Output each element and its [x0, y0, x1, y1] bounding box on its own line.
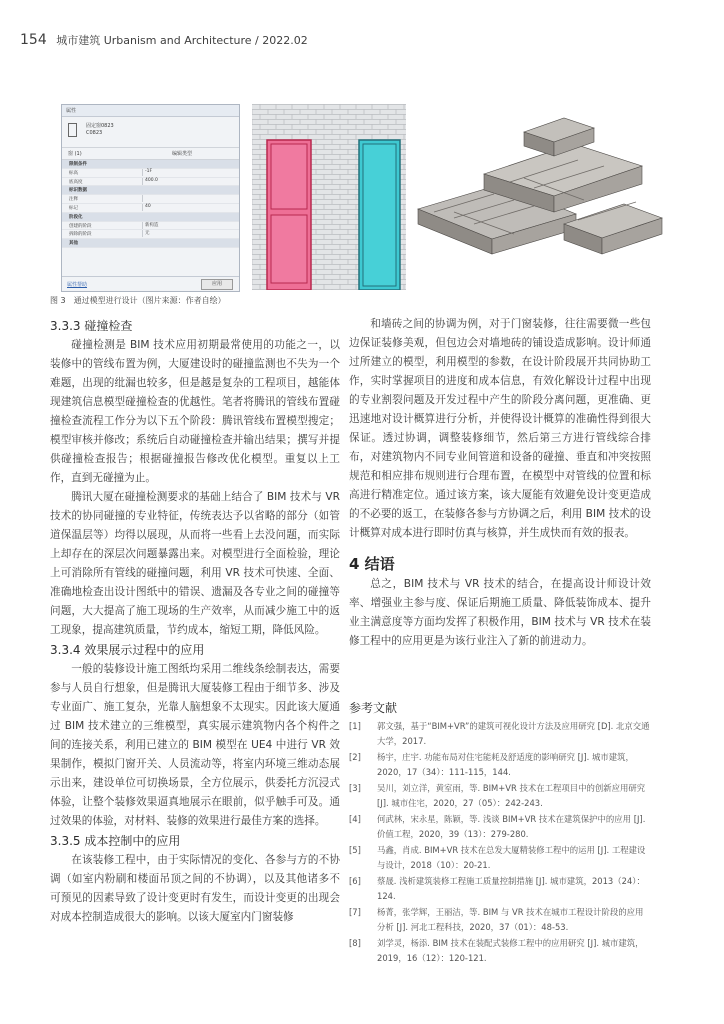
property-key: 标记: [69, 205, 78, 211]
references-list: [349, 719, 651, 965]
window-type-code: C0823: [86, 130, 103, 136]
paragraph: 腾讯大厦在碰撞检测要求的基础上结合了 BIM 技术与 VR 技术的协同碰撞的专业特征，传统表达予以省略的部分（如管道保温层等）均得以展现，从而将一些看上去没问题，而实际上却存在的深层次问题暴露出来。对模型进行全面检验，理论上可消除所有管线的碰撞问题，利用 VR 技术可快速、全面、准确地检查出设计图纸中的错误、遗漏及各专业之间的碰撞等问题，大大提高了施工现场的生产效率，从而减少施工中的返工现象，提高建筑质量，节约成本，缩短工期，降低风险。: [50, 491, 340, 636]
properties-row: [62, 195, 239, 204]
properties-instance-row: [62, 148, 239, 160]
property-key: 阶段化: [69, 214, 83, 220]
property-key: 底高度: [69, 179, 83, 185]
properties-group-header: [62, 213, 239, 222]
reference-number: [4]: [349, 814, 361, 824]
section-3-3-4-title: 3.3.4 效果展示过程中的应用: [50, 643, 205, 657]
figure-window-elevation: [252, 104, 406, 290]
reference-text: 刘学灵，杨添. BIM 技术在装配式装修工程中的应用研究 [J]. 城市建筑，2019，16（12）：120-121.: [377, 938, 644, 963]
property-value: 40: [142, 204, 227, 211]
window-type-name: 固定窗0823: [86, 123, 114, 129]
property-value: [142, 195, 227, 202]
reference-item: [349, 750, 651, 779]
reference-number: [3]: [349, 783, 361, 793]
instance-count-label: 窗 (1): [68, 151, 82, 157]
cyan-window: [359, 140, 400, 290]
property-key: 创建的阶段: [69, 223, 92, 229]
properties-rows: [62, 160, 239, 248]
reference-text: 杨菁，张学辉，王丽洁，等. BIM 与 VR 技术在城市工程设计阶段的应用分析 [J]. 河北工程科技，2020，37（01）：48-53.: [377, 907, 644, 932]
figure-properties-panel: [61, 104, 240, 292]
property-value: 新构造: [142, 222, 227, 229]
properties-row: [62, 178, 239, 187]
paragraph: 总之，BIM 技术与 VR 技术的结合，在提高设计师设计效率、增强业主参与度、保证后期施工质量、降低装饰成本、提升业主满意度等方面均发挥了积极作用，BIM 技术与 VR 技术在装修工程中的应用更是为该行业注入了新的前进动力。: [349, 578, 651, 647]
reference-number: [7]: [349, 907, 361, 917]
property-key: 限制条件: [69, 162, 87, 167]
property-key: 其他: [69, 241, 78, 247]
properties-footer: [62, 276, 239, 291]
window-type-icon: [68, 123, 77, 137]
reference-item: [349, 936, 651, 965]
reference-item: [349, 874, 651, 903]
section-3-3-5-title: 3.3.5 成本控制中的应用: [50, 834, 181, 848]
paragraph: 和墙砖之间的协调为例，对于门窗装修，往往需要微一些包边保证装修美观，但包边会对墙地砖的铺设造成影响。设计师通过所建立的模型，利用模型的参数，在设计阶段展开共同协助工作，实时掌握项目的进度和成本信息，有效化解设计过程中出现的专业割裂问题及开发过程中产生的阶段分离问题，更准确、更迅速地对设计概算进行分析，并使得设计概算的准确性得到很大保证。透过协调，调整装修细节，然后第三方进行管线综合排布，对建筑物内不同专业间管道和设备的碰撞、垂直和冲突按照规范和相应排布规则进行合理布置，在模型中对管线的位置和标高进行精准定位。通过该方案，该大厦能有效避免设计变更造成的不必要的返工，在装修各参与方协调之后，利用 BIM 技术的设计概算对成本进行即时仿真与核算，并生成快而有效的报表。: [349, 318, 651, 539]
section-4-title: 4 结语: [349, 555, 395, 573]
reference-number: [5]: [349, 845, 361, 855]
reference-item: [349, 905, 651, 934]
reference-item: [349, 843, 651, 872]
reference-text: 马鑫，肖成. BIM+VR 技术在总发大厦精装修工程中的运用 [J]. 工程建设与设计，2018（10）：20-21.: [377, 845, 646, 870]
reference-text: 杨宇，庄宇. 功能布局对住宅能耗及舒适度的影响研究 [J]. 城市建筑，2020，17（34）：111-115，144.: [377, 752, 634, 777]
reference-text: 何武林，宋永星，陈颖，等. 浅谈 BIM+VR 技术在建筑保护中的应用 [J]. 价值工程，2020，39（13）：279-280.: [377, 814, 646, 839]
properties-type-selector: [62, 117, 239, 148]
building-model: [418, 118, 662, 254]
reference-item: [349, 719, 651, 748]
properties-row: [62, 169, 239, 178]
property-key: 注释: [69, 197, 78, 203]
property-value: 400.0: [142, 178, 227, 185]
pink-window: [267, 140, 311, 290]
reference-number: [1]: [349, 721, 361, 731]
edit-type-label: 编辑类型: [172, 151, 193, 157]
reference-number: [8]: [349, 938, 361, 948]
property-key: 标识数据: [69, 188, 87, 194]
journal-title: 城市建筑 Urbanism and Architecture / 2022.02: [56, 34, 308, 47]
running-header: [20, 32, 710, 52]
reference-text: 郭文强，基于“BIM+VR”的建筑可视化设计方法及应用研究 [D]. 北京交通大学，2017.: [377, 721, 650, 746]
properties-panel-title: 属性: [62, 105, 239, 117]
properties-group-header: [62, 160, 239, 169]
reference-number: [6]: [349, 876, 361, 886]
section-3-3-3-title: 3.3.3 碰撞检查: [50, 319, 133, 333]
property-key: 标高: [69, 170, 78, 176]
page-number: 154: [20, 32, 47, 48]
apply-button: 应用: [201, 279, 233, 290]
paragraph: 碰撞检测是 BIM 技术应用初期最常使用的功能之一，以装修中的管线布置为例，大厦建设时的碰撞监测也不失为一个难题，出现的纰漏也较多，但是越是复杂的工程项目，越能体现建筑信息模型碰撞检查的优越性。笔者将腾讯的管线布置碰撞检查流程工作分为以下五个阶段：腾讯管线布置模型搜定；模型审核并修改；系统后自动碰撞检查并输出结果；撰写并提供碰撞检查报告；根据碰撞报告修改优化模型。重复以上工作，直到无碰撞为止。: [50, 339, 340, 484]
properties-row: [62, 230, 239, 239]
left-column: [50, 316, 340, 927]
reference-number: [2]: [349, 752, 361, 762]
properties-help-link: 属性帮助: [67, 282, 88, 288]
right-column: [349, 315, 651, 967]
figure-3d-model: [414, 104, 666, 290]
reference-text: 吴川，刘立洋，黄室雨，等. BIM+VR 技术在工程项目中的创新应用研究 [J]. 城市住宅，2020，27（05）：242-243.: [377, 783, 646, 808]
properties-row: [62, 204, 239, 213]
reference-item: [349, 781, 651, 810]
property-value: 无: [142, 230, 227, 237]
references-title: 参考文献: [349, 701, 398, 715]
properties-group-header: [62, 239, 239, 248]
property-value: -1F: [142, 169, 227, 176]
reference-text: 蔡晟. 浅析建筑装修工程施工质量控制措施 [J]. 城市建筑，2013（24）：124.: [377, 876, 645, 901]
properties-row: [62, 222, 239, 231]
properties-group-header: [62, 186, 239, 195]
paragraph: 在该装修工程中，由于实际情况的变化、各参与方的不协调（如室内粉刷和楼面吊顶之间的不协调），以及其他诸多不可预见的因素导致了设计变更时有发生，而设计变更的出现会对成本控制造成很大的影响。以该大厦室内门窗装修: [50, 854, 340, 923]
reference-item: [349, 812, 651, 841]
paragraph: 一般的装修设计施工图纸均采用二维线条绘制表达，需要参与人员自行想象，但是腾讯大厦装修工程由于细节多、涉及专业面广、施工复杂，光靠人脑想象不太现实。因此该大厦通过 BIM 技术建立的三维模型，真实展示建筑物内各个构件之间的连接关系，利用已建立的 BIM 模型在 UE4 中进行 VR 效果制作，模拟门窗开关、人员流动等，将室内环境三维动态展示出来，建设单位可切换场景，全方位展示，供委托方沉浸式体验，让整个装修效果逼真地展示在眼前，似乎触手可及。通过效果的体验，对材料、装修的效果进行最佳方案的选择。: [50, 663, 340, 827]
property-key: 拆除的阶段: [69, 232, 92, 238]
figure-caption: 图 3 通过模型进行设计（图片来源：作者自绘）: [50, 296, 226, 305]
